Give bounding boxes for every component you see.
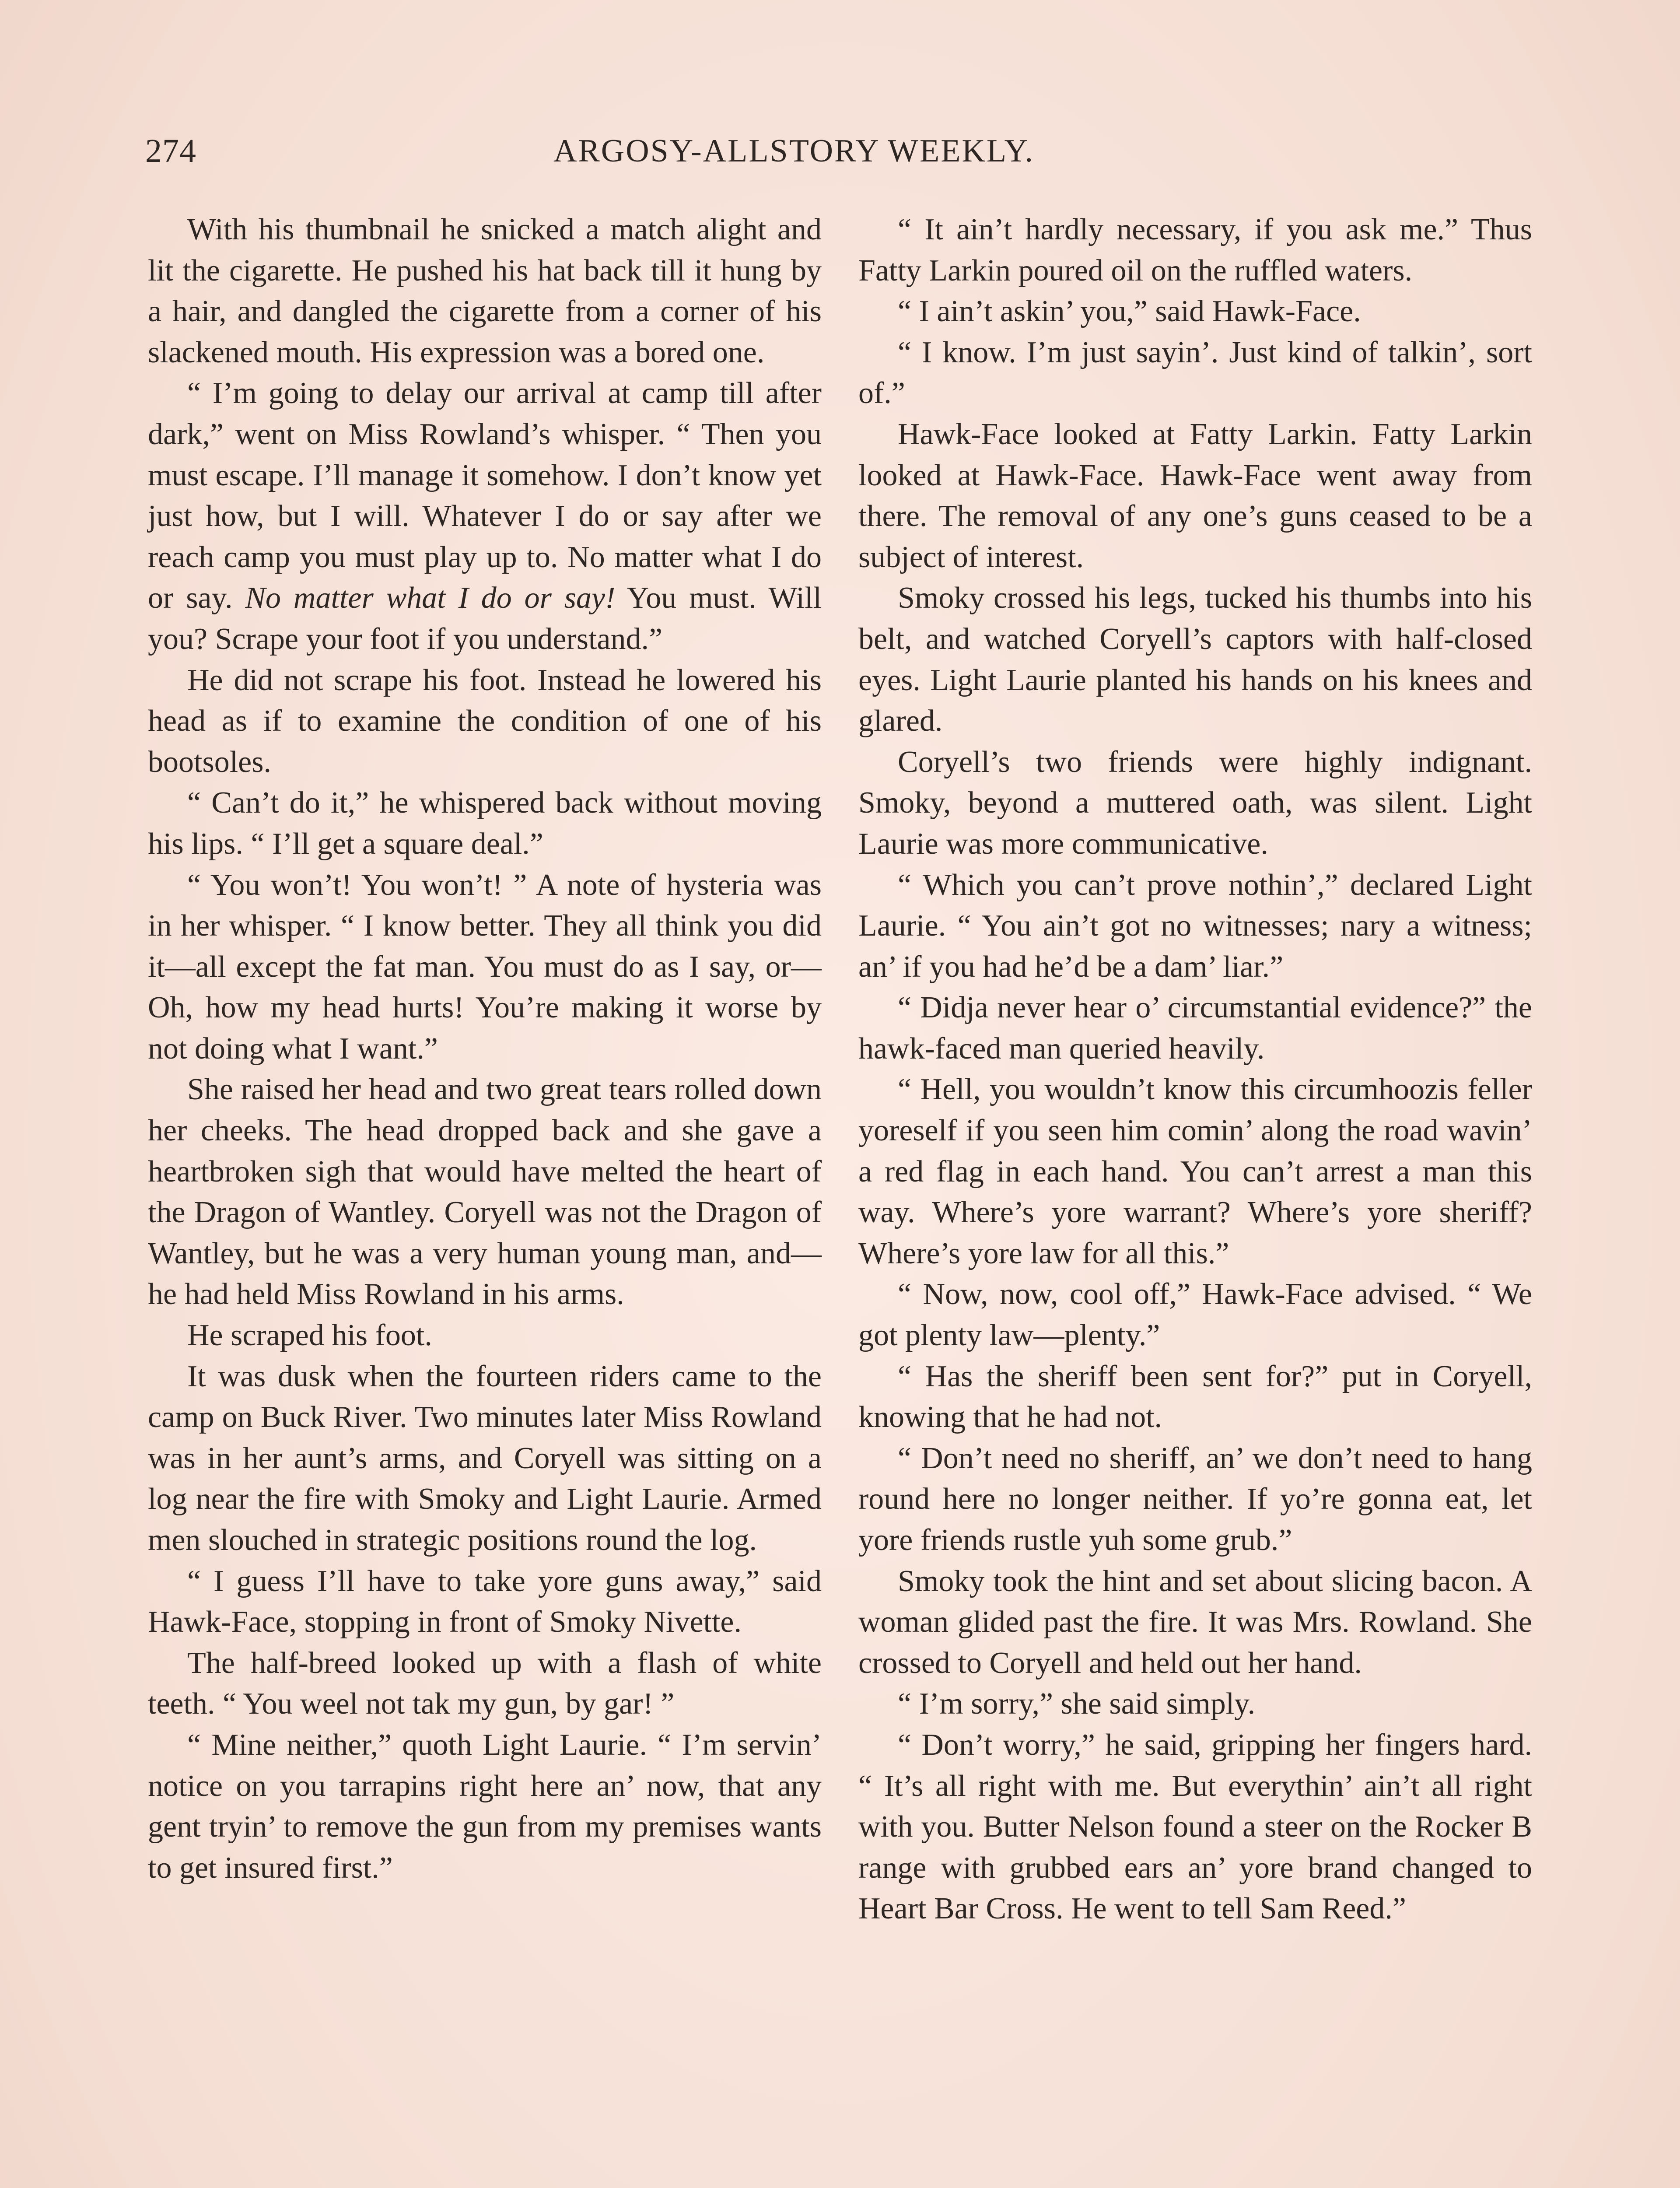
paragraph-text: “ I’m going to delay our arrival at camp till after dark,” went on Miss Rowland’s whisper. “ Then you must escape. I’ll manage it somehow. I don’t know yet just how, but I will. Whatever I do or say after we reach camp you must play up to. No matter what I do or say. [148,376,822,615]
paragraph: “ Don’t worry,” he said, gripping her fingers hard. “ It’s all right with me. But everythin’ ain’t all right with you. Butter Nelson found a steer on the Rocker B range with grubbed ears an’ yore brand changed to Heart Bar Cross. He went to tell Sam Reed.” [858,1728,1532,1926]
paragraph: “ I know. I’m just sayin’. Just kind of talkin’, sort of.” [858,335,1532,410]
paragraph: Coryell’s two friends were highly indignant. Smoky, beyond a muttered oath, was silent. Light Laurie was more communicative. [858,745,1532,861]
paragraph-with-italic [148,373,822,659]
paragraph: The half-breed looked up with a flash of white teeth. “ You weel not tak my gun, by gar! ” [148,1646,822,1721]
paragraph: “ Now, now, cool off,” Hawk-Face advised. “ We got plenty law—plenty.” [858,1277,1532,1353]
paragraph: With his thumbnail he snicked a match alight and lit the cigarette. He pushed his hat back till it hung by a hair, and dangled the cigarette from a corner of his slackened mouth. His expression was a bored one. [148,213,822,369]
paragraph: Smoky took the hint and set about slicing bacon. A woman glided past the fire. It was Mrs. Rowland. She crossed to Coryell and held out her hand. [858,1564,1532,1680]
paragraph-text-continued: You must. Will you? Scrape your foot if you understand.” [148,581,822,656]
left-column [148,209,822,1888]
right-column [858,209,1532,1929]
paragraph: “ It ain’t hardly necessary, if you ask me.” Thus Fatty Larkin poured oil on the ruffled waters. [858,213,1532,288]
paragraph: It was dusk when the fourteen riders came to the camp on Buck River. Two minutes later Miss Rowland was in her aunt’s arms, and Coryell was sitting on a log near the fire with Smoky and Light Laurie. Armed men slouched in strategic positions round the log. [148,1359,822,1557]
paragraph: “ I ain’t askin’ you,” said Hawk-Face. [898,295,1361,329]
paragraph: “ I guess I’ll have to take yore guns away,” said Hawk-Face, stopping in front of Smoky Nivette. [148,1564,822,1639]
paragraph: “ You won’t! You won’t! ” A note of hysteria was in her whisper. “ I know better. They all think you did it—all except the fat man. You must do as I say, or— Oh, how my head hurts! You’re making it worse by not doing what I want.” [148,868,822,1066]
paragraph: “ Hell, you wouldn’t know this circumhoozis feller yoreself if you seen him comin’ along the road wavin’ a red flag in each hand. You can’t arrest a man this way. Where’s yore warrant? Where’s yore sheriff? Where’s yore law for all this.” [858,1073,1532,1270]
paragraph: “ Which you can’t prove nothin’,” declared Light Laurie. “ You ain’t got no witnesses; nary a witness; an’ if you had he’d be a dam’ liar.” [858,868,1532,984]
paragraph: “ I’m sorry,” she said simply. [898,1687,1256,1721]
italic-text: No matter what I do or say! [245,581,616,615]
paragraph: “ Don’t need no sheriff, an’ we don’t need to hang round here no longer neither. If yo’re gonna eat, let yore friends rustle yuh some grub.” [858,1441,1532,1557]
paragraph: She raised her head and two great tears rolled down her cheeks. The head dropped back and she gave a heartbroken sigh that would have melted the heart of the Dragon of Wantley. Coryell was not the Dragon of Wantley, but he was a very human young man, and—he had held Miss Rowland in his arms. [148,1073,822,1311]
page-header [0,127,1680,179]
paragraph: Hawk-Face looked at Fatty Larkin. Fatty Larkin looked at Hawk-Face. Hawk-Face went away from there. The removal of any one’s guns ceased to be a subject of interest. [858,417,1532,574]
paragraph: “ Has the sheriff been sent for?” put in Coryell, knowing that he had not. [858,1359,1532,1434]
paragraph: “ Didja never hear o’ circumstantial evidence?” the hawk-faced man queried heavily. [858,991,1532,1066]
paragraph: “ Mine neither,” quoth Light Laurie. “ I’m servin’ notice on you tarrapins right here an’ now, that any gent tryin’ to remove the gun from my premises wants to get insured first.” [148,1728,822,1885]
paragraph: He did not scrape his foot. Instead he lowered his head as if to examine the condition of one of his bootsoles. [148,663,822,779]
running-title: ARGOSY-ALLSTORY WEEKLY. [553,133,1035,169]
page-number: 274 [145,133,196,169]
paragraph: “ Can’t do it,” he whispered back without moving his lips. “ I’ll get a square deal.” [148,786,822,861]
paragraph: He scraped his foot. [187,1318,432,1353]
paragraph: Smoky crossed his legs, tucked his thumbs into his belt, and watched Coryell’s captors with half-closed eyes. Light Laurie planted his hands on his knees and glared. [858,581,1532,738]
